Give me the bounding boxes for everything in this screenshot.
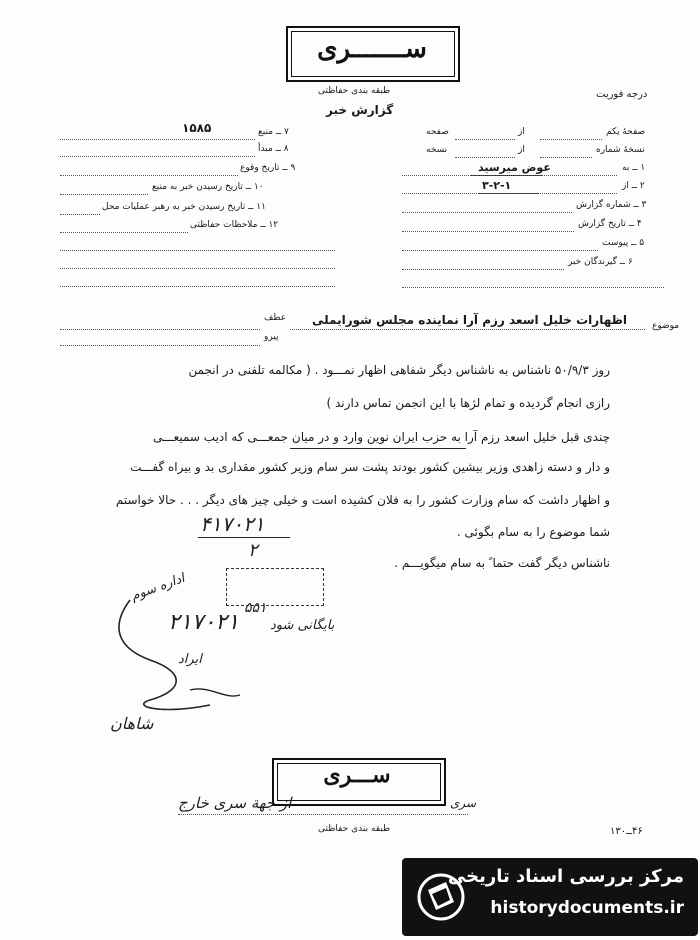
field-security-notes-label: ۱۲ ــ ملاحظات حفاظتی [190,220,279,230]
field-received-source-line [60,194,148,195]
signature-scribble [90,590,290,730]
field-received-source-label: ۱۰ ــ تاریخ رسیدن خبر به منبع [152,182,264,192]
field-copy-line-b [540,157,592,158]
field-extra-line-3 [60,286,335,287]
field-source-line [60,139,255,140]
field-received-ops-line [60,214,100,215]
handwritten-underline [198,537,290,538]
form-title: گزارش خبر [326,103,394,117]
body-name-underline [290,448,466,449]
field-from-value: ۳-۲-۱ [482,179,512,192]
subject-ref-label: عطف [264,313,287,323]
body-line-6: شما موضوع را به سام بگوئی . [456,525,610,539]
document-number: ۴۶ــ۱۳۰ [610,826,643,837]
field-copy-line-a [455,157,515,158]
body-line-2: رازی انجام گردیده و تمام لژها با این انجمن تماس دارند ) [326,396,610,410]
handwritten-margin-note: سری [450,796,477,810]
field-from-label: ۲ ــ از [622,181,645,191]
field-extra-line-1 [60,250,335,251]
subject-ref-label2: پیرو [264,332,279,342]
field-report-date-label: ۴ ــ تاریخ گزارش [578,219,642,229]
field-report-date-line [402,231,574,232]
bottom-secret-stamp-text: ســـری [323,762,391,788]
field-security-notes-line [60,232,188,233]
subject-left-line-2 [60,345,260,346]
body-line-4: و دار و دسته زاهدی وزیر بیشین کشور بودند پشت سر سام وزیر کشور مقداری بد و بیراه گفـــت [130,460,610,474]
field-to-label: ۱ ــ به [622,163,646,173]
subject-line [290,329,645,330]
handwritten-small-number: ۵۵۱ [244,600,267,616]
handwritten-number-top: ۴۱۷۰۲۱ [200,512,265,536]
handwritten-note-2: اداره سوم [129,570,187,605]
field-page-line-a [455,139,515,140]
body-line-7: ناشناس دیگر گفت حتما ً به سام میگویـــم . [394,556,610,570]
field-from-line [402,193,617,194]
field-right-extra-line [402,287,664,288]
field-origin-line [60,156,255,157]
field-page-of: از [518,127,525,137]
field-recipients-label: ۶ ــ گیرندگان خبر [568,257,633,267]
field-copy-of: از [518,145,525,155]
field-page-line-b [540,139,602,140]
field-source-label: ۷ ــ منبع [258,127,289,137]
field-page-suffix: صفحه [426,127,449,137]
handwritten-digit: ۲ [248,540,258,561]
handwritten-note-1: بایگانی شود [270,618,335,633]
field-attachment-line [402,250,598,251]
watermark-site: historydocuments.ir [490,898,684,918]
subject-label: موضوع [652,321,680,331]
field-copy-suffix: نسخه [426,145,448,155]
top-secret-stamp-text: ســـــــری [317,34,427,64]
handwritten-sign-2: شاهان [110,714,154,733]
field-page-label: صفحهٔ یکم [606,127,646,137]
field-occurrence-date-line [60,175,238,176]
body-line-1: روز ۵۰/۹/۳ ناشناس به ناشناس دیگر شفاهی اظهار نمـــود . ( مکالمه تلفنی در انجمن [188,363,610,377]
bottom-classification-caption: طبقه بندی حفاظتی [318,824,391,834]
watermark-title: مرکز بررسی اسناد تاریخی [447,866,684,887]
field-report-number-label: ۳ ــ شماره گزارش [576,200,647,210]
field-recipients-line [402,269,564,270]
subject-left-line [60,329,260,330]
subject-text: اظهارات خلیل اسعد رزم آرا نماینده مجلس شورایملی [312,313,628,327]
watermark-banner [402,858,698,936]
field-extra-line-2 [60,268,335,269]
handwritten-declassified-note: از جهة سری خارج [178,794,292,812]
field-origin-label: ۸ ــ مبدأ [258,144,289,154]
body-line-3: چندی قبل خلیل اسعد رزم آرا به حزب ایران نوین وارد و در میان جمعـــی که ادیب سمیعـــی [153,430,610,444]
priority-label: درجه فوریت [596,89,648,100]
field-attachment-label: ۵ ــ پیوست [602,238,645,248]
field-to-line [402,175,617,176]
field-occurrence-date-label: ۹ ــ تاریخ وقوع [240,163,296,173]
handwritten-number-mid: ۲۱۷۰۲۱ [168,610,239,635]
classification-caption: طبقه بندی حفاظتی [318,86,391,96]
handwritten-sign-1: ایراد [178,652,202,667]
field-report-number-line [402,212,572,213]
body-line-5: و اظهار داشت که سام وزارت کشور را به فلان کشیده است و خیلی چیز های دیگر . . . حالا خواستم [115,493,610,507]
bottom-note-line [178,814,468,815]
field-to-value: عوض میرسید [478,161,551,174]
field-copy-label: نسخهٔ شماره [596,145,645,155]
field-received-ops-label: ۱۱ ــ تاریخ رسیدن خبر به رهبر عملیات محل [102,202,266,212]
field-source-value: ۱۵۸۵ [182,121,212,135]
